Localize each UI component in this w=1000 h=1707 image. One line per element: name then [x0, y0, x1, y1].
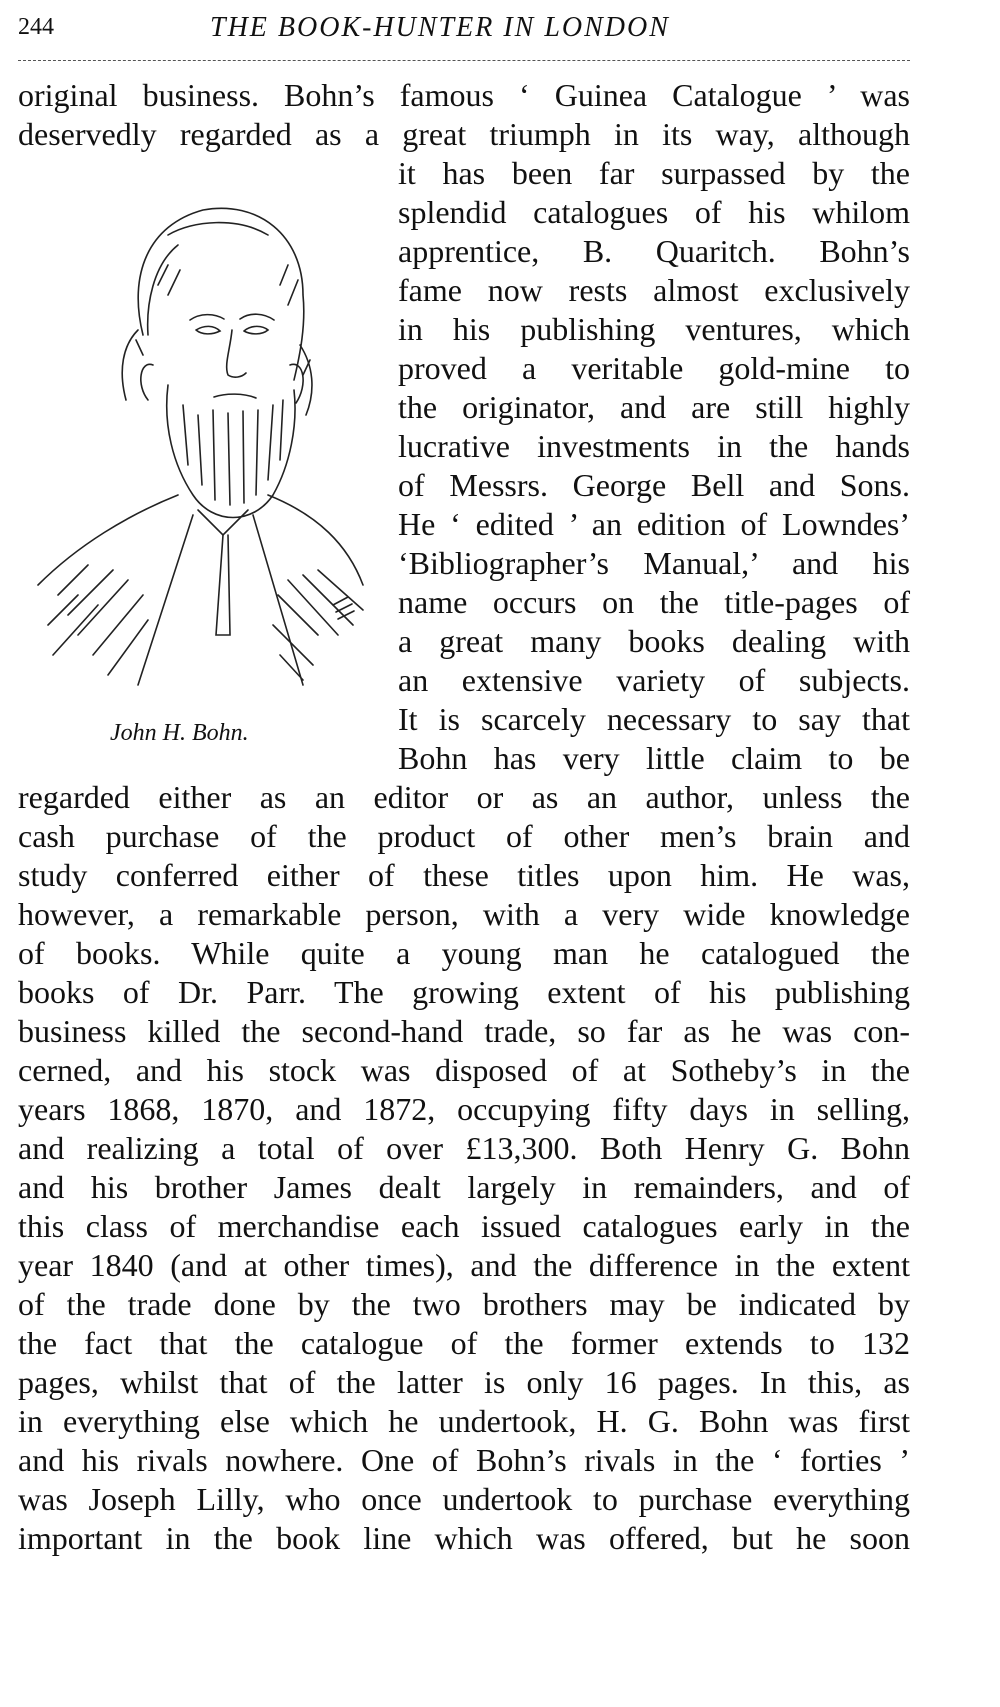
text-line: deservedly regarded as a great triumph in its way, although [18, 116, 910, 152]
text-line: this class of merchandise each issued catalogues early in the [18, 1208, 910, 1244]
text-line: in everything else which he undertook, H. G. Bohn was first [18, 1403, 910, 1439]
text-line: and his rivals nowhere. One of Bohn’s rivals in the ‘ forties ’ [18, 1442, 910, 1478]
text-line: an extensive variety of subjects. [398, 662, 910, 698]
page-number: 244 [18, 14, 54, 40]
text-line: apprentice, B. Quaritch. Bohn’s [398, 233, 910, 269]
text-line: original business. Bohn’s famous ‘ Guinea Catalogue ’ was [18, 77, 910, 113]
portrait-engraving [18, 165, 380, 705]
text-line: year 1840 (and at other times), and the difference in the extent [18, 1247, 910, 1283]
text-line: He ‘ edited ’ an edition of Lowndes’ [398, 506, 910, 542]
text-line: of the trade done by the two brothers may be indicated by [18, 1286, 910, 1322]
text-line: books of Dr. Parr. The growing extent of his publishing [18, 974, 910, 1010]
text-line: It is scarcely necessary to say that [398, 701, 910, 737]
text-line: the fact that the catalogue of the former extends to 132 [18, 1325, 910, 1361]
text-line: study conferred either of these titles upon him. He was, [18, 857, 910, 893]
text-line: years 1868, 1870, and 1872, occupying fifty days in selling, [18, 1091, 910, 1127]
text-line: regarded either as an editor or as an author, unless the [18, 779, 910, 815]
text-line: Bohn has very little claim to be [398, 740, 910, 776]
text-line: business killed the second-hand trade, so far as he was con- [18, 1013, 910, 1049]
text-line: of books. While quite a young man he catalogued the [18, 935, 910, 971]
text-line: a great many books dealing with [398, 623, 910, 659]
text-line: important in the book line which was offered, but he soon [18, 1520, 910, 1556]
text-line: proved a veritable gold-mine to [398, 350, 910, 386]
running-title: THE BOOK-HUNTER IN LONDON [210, 12, 670, 43]
text-line: and realizing a total of over £13,300. Both Henry G. Bohn [18, 1130, 910, 1166]
text-line: cerned, and his stock was disposed of at Sotheby’s in the [18, 1052, 910, 1088]
text-line: it has been far surpassed by the [398, 155, 910, 191]
text-line: name occurs on the title-pages of [398, 584, 910, 620]
text-line: however, a remarkable person, with a very wide knowledge [18, 896, 910, 932]
text-line: the originator, and are still highly [398, 389, 910, 425]
text-line: and his brother James dealt largely in remainders, and of [18, 1169, 910, 1205]
text-line: of Messrs. George Bell and Sons. [398, 467, 910, 503]
text-line: fame now rests almost exclusively [398, 272, 910, 308]
header-rule [18, 60, 910, 61]
text-line: pages, whilst that of the latter is only 16 pages. In this, as [18, 1364, 910, 1400]
text-line: splendid catalogues of his whilom [398, 194, 910, 230]
text-line: ‘Bibliographer’s Manual,’ and his [398, 545, 910, 581]
text-line: lucrative investments in the hands [398, 428, 910, 464]
text-line: was Joseph Lilly, who once undertook to purchase everything [18, 1481, 910, 1517]
figure-caption: John H. Bohn. [110, 720, 249, 746]
text-line: cash purchase of the product of other men’s brain and [18, 818, 910, 854]
text-line: in his publishing ventures, which [398, 311, 910, 347]
